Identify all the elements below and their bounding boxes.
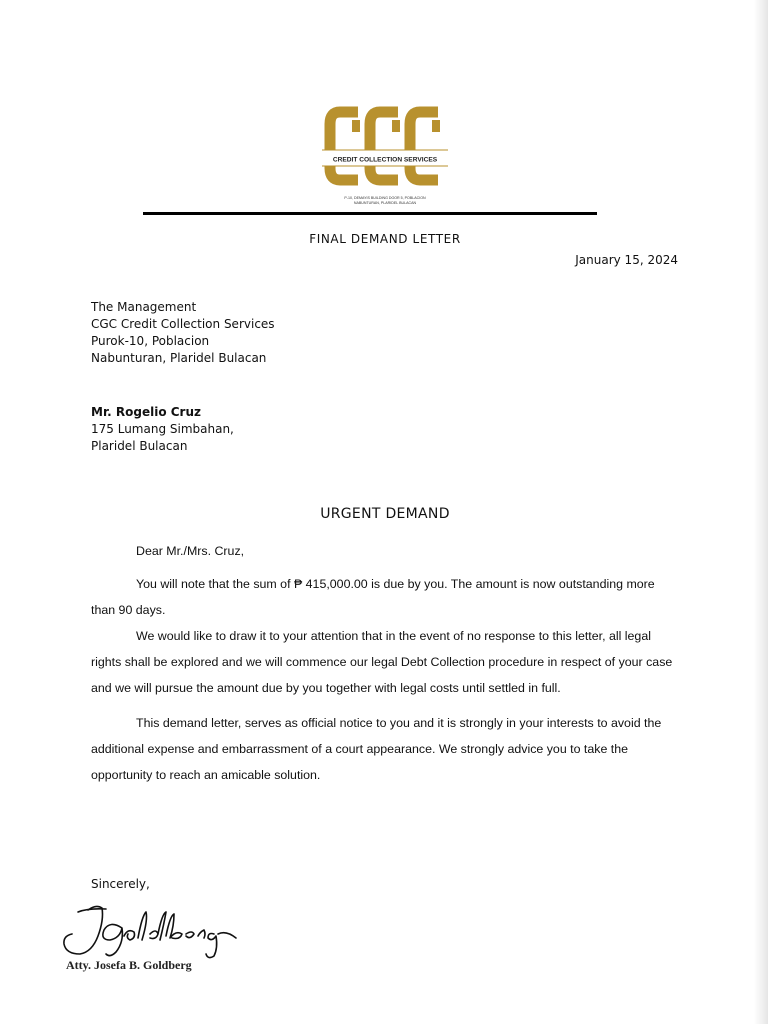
sender-line: CGC Credit Collection Services xyxy=(91,317,275,331)
sender-address xyxy=(91,299,275,367)
logo-address-line-2: NABUNTURAN, PLARIDEL BULACAN xyxy=(353,201,417,205)
ccc-logo xyxy=(322,100,448,210)
salutation: Dear Mr./Mrs. Cruz, xyxy=(136,544,245,558)
paragraph-text: This demand letter, serves as official notice to you and it is strongly in your interests to avoid the additional expense and embarrassment of a court appearance. We strongly advice you to take the opportunity to reach an amicable solution. xyxy=(91,716,662,782)
logo-address-line-1: P-10, DEMAYIS BUILDING DOOR 5, POBLACION xyxy=(344,196,426,200)
subject-heading: URGENT DEMAND xyxy=(320,506,450,522)
paragraph-text: We would like to draw it to your attention that in the event of no response to this letter, all legal rights shall be explored and we will commence our legal Debt Collection procedure in respect of your case and we will pursue the amount due by you together with legal costs until settled in full. xyxy=(91,629,673,695)
recipient-line: Plaridel Bulacan xyxy=(91,439,188,453)
body-paragraph-1 xyxy=(91,571,681,623)
valediction: Sincerely, xyxy=(91,877,150,891)
body-paragraph-3 xyxy=(91,710,681,788)
body-paragraph-2 xyxy=(91,623,681,701)
handwritten-signature xyxy=(58,900,258,962)
recipient-line: 175 Lumang Simbahan, xyxy=(91,422,234,436)
paragraph-text: You will note that the sum of ₱ 415,000.00 is due by you. The amount is now outstanding more than 90 days. xyxy=(91,577,655,617)
letter-date: January 15, 2024 xyxy=(575,253,678,267)
recipient-address xyxy=(91,404,234,455)
sender-line: Nabunturan, Plaridel Bulacan xyxy=(91,351,267,365)
sender-line: The Management xyxy=(91,300,197,314)
logo-banner-text: CREDIT COLLECTION SERVICES xyxy=(332,156,438,164)
signatory-name: Atty. Josefa B. Goldberg xyxy=(66,958,192,972)
header-rule xyxy=(143,212,597,215)
document-title: FINAL DEMAND LETTER xyxy=(309,232,461,246)
sender-line: Purok-10, Poblacion xyxy=(91,334,210,348)
recipient-name: Mr. Rogelio Cruz xyxy=(91,405,201,419)
